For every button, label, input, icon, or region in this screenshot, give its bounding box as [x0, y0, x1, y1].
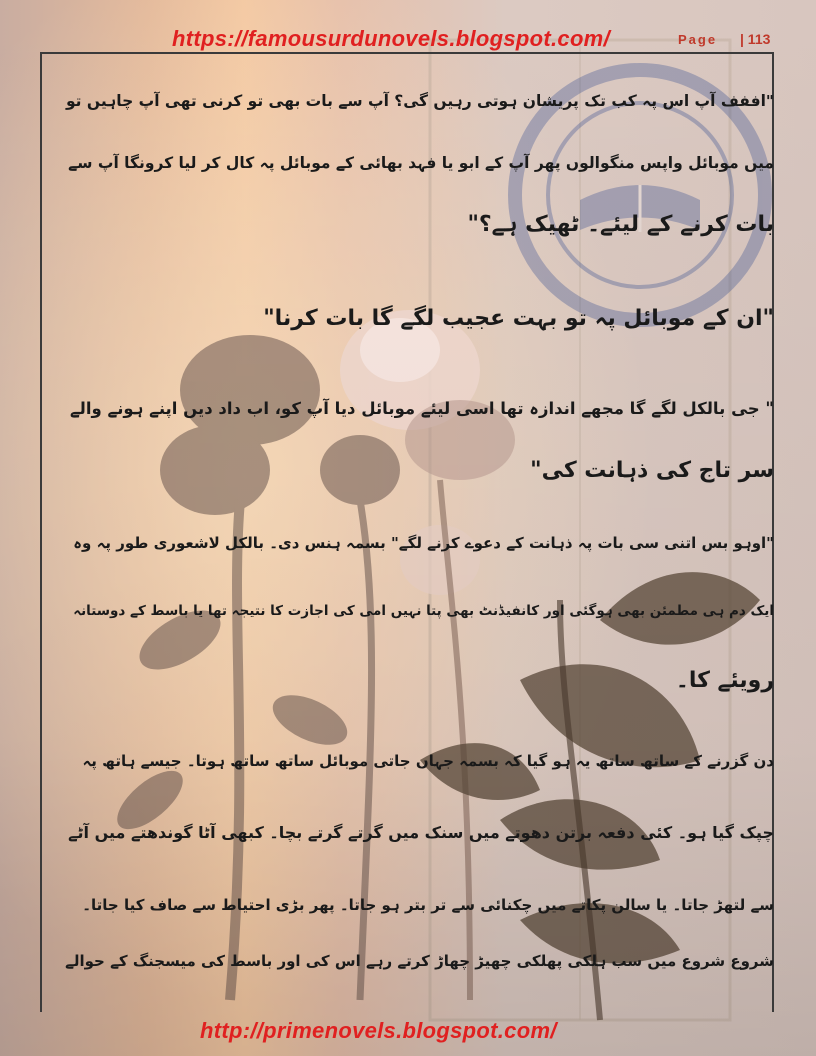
text-line: "اوہو بس اتنی سی بات پہ ذہانت کے دعوے کرنے لگے" بسمہ ہنس دی۔ بالکل لاشعوری طور پہ وہ: [73, 534, 774, 552]
text-line: ایک دم ہی مطمئن بھی ہوگئی اور کانفیڈنٹ بھی پتا نہیں امی کی اجازت کا نتیجہ تھا یا باسط کے دوستانہ: [73, 603, 774, 619]
text-line: میں موبائل واپس منگوالوں پھر آپ کے ابو یا فہد بھائی کے موبائل پہ کال کر لیا کرونگا آپ سے: [68, 154, 774, 172]
page-number: | 113: [740, 31, 771, 47]
text-line: دن گزرنے کے ساتھ ساتھ یہ ہو گیا کہ بسمہ جہاں جاتی موبائل ساتھ ساتھ ہوتا۔ جیسے ہاتھ پہ: [82, 752, 774, 770]
text-line: "اففف آپ اس پہ کب تک پریشان ہوتی رہیں گی؟ آپ سے بات بھی تو کرنی تھی آپ چاہیں تو: [65, 92, 774, 110]
text-line: شروع شروع میں سب ہلکی پھلکی چھیڑ چھاڑ کرتے رہے اس کی اور باسط کی میسجنگ کے حوالے: [65, 952, 774, 970]
page-label: Page: [678, 32, 718, 47]
text-line: بات کرنے کے لیئے۔ ٹھیک ہے؟": [467, 212, 774, 237]
header-site-link[interactable]: https://famousurdunovels.blogspot.com/: [172, 26, 610, 51]
footer-site-link[interactable]: http://primenovels.blogspot.com/: [200, 1018, 557, 1043]
text-line: "ان کے موبائل پہ تو بہت عجیب لگے گا بات کرنا": [263, 306, 774, 331]
text-line: سر تاج کی ذہانت کی": [530, 458, 774, 483]
text-line: " جی بالکل لگے گا مجھے اندازہ تھا اسی لیئے موبائل دیا آپ کو، اب داد دیں اپنے ہونے والے: [70, 399, 774, 418]
text-line: رویئے کا۔: [675, 668, 774, 693]
text-line: سے لتھڑ جاتا۔ یا سالن پکاتے میں چکنائی سے تر بتر ہو جاتا۔ پھر بڑی احتیاط سے صاف کیا جاتا۔: [82, 896, 774, 914]
text-line: چپک گیا ہو۔ کئی دفعہ برتن دھوتے میں سنک میں گرتے گرتے بچا۔ کبھی آٹا گوندھتے میں آٹے: [68, 823, 774, 842]
